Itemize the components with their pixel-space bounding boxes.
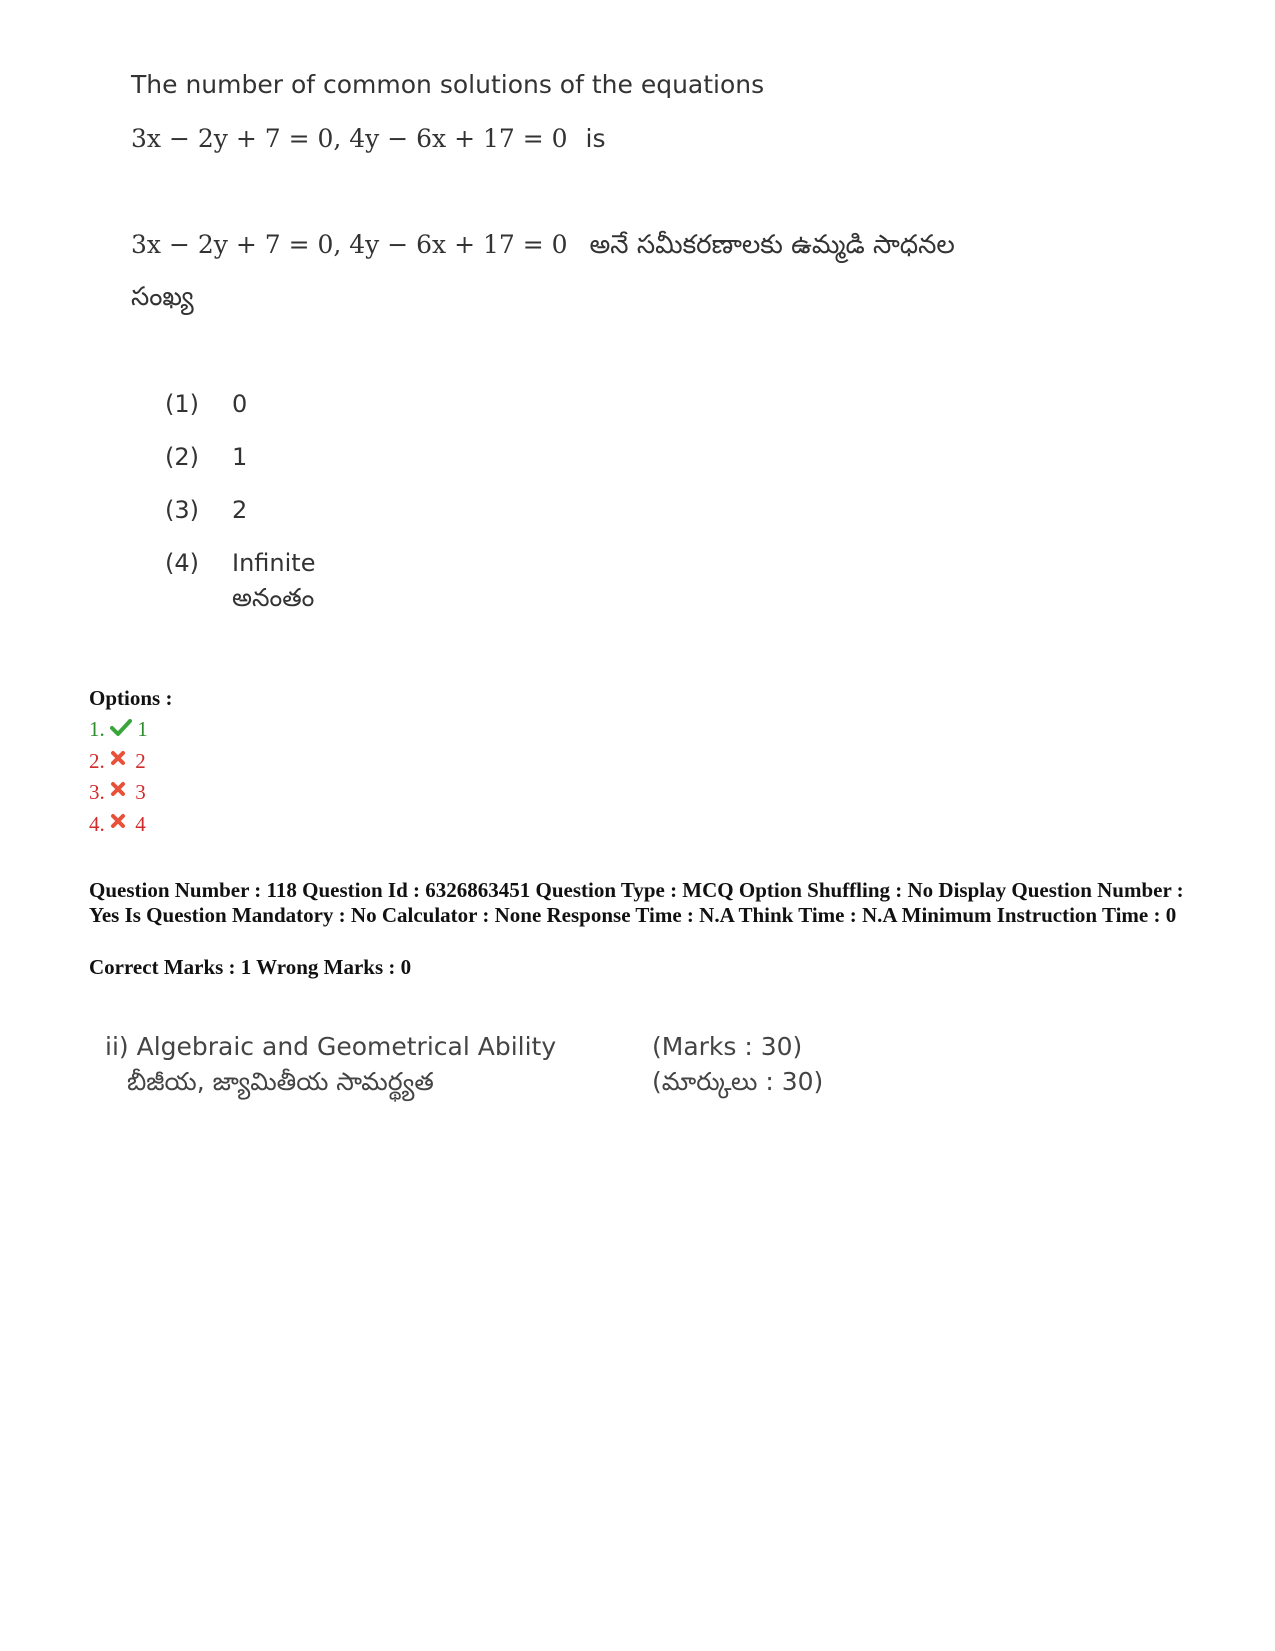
section-title-en: ii) Algebraic and Geometrical Ability — [105, 1032, 557, 1061]
choice-text: 2 — [232, 496, 248, 524]
option-value: 1 — [137, 717, 148, 741]
question-marks: Correct Marks : 1 Wrong Marks : 0 — [89, 955, 412, 979]
choice-number: (4) — [165, 549, 199, 577]
choice-text-te: అనంతం — [232, 583, 315, 612]
question-stem-en: The number of common solutions of the equations — [131, 70, 765, 99]
equation-line-te — [131, 230, 955, 266]
option-item-4 — [89, 812, 146, 837]
choice-number: (1) — [165, 390, 199, 418]
option-value: 2 — [135, 749, 146, 773]
option-item-3 — [89, 780, 146, 805]
options-heading: Options : — [89, 686, 173, 710]
equation-suffix: is — [585, 124, 606, 153]
cross-icon — [110, 813, 126, 829]
choice-text: Infinite — [232, 549, 316, 577]
cross-icon — [110, 781, 126, 797]
section-marks-te: (మార్కులు : 30) — [652, 1067, 824, 1096]
option-item-1 — [89, 717, 148, 742]
option-index: 4. — [89, 812, 105, 836]
choice-text: 0 — [232, 390, 248, 418]
check-icon — [110, 719, 132, 737]
cross-icon — [110, 750, 126, 766]
question-stem-te-cont: సంఖ్య — [131, 282, 194, 312]
choice-number: (3) — [165, 496, 199, 524]
option-index: 2. — [89, 749, 105, 773]
option-item-2 — [89, 749, 146, 774]
option-value: 3 — [135, 780, 146, 804]
section-marks-en: (Marks : 30) — [652, 1032, 803, 1061]
section-title-te: బీజీయ, జ్యామితీయ సామర్థ్యత — [127, 1067, 434, 1096]
choice-text: 1 — [232, 443, 248, 471]
equation-text: 3x − 2y + 7 = 0, 4y − 6x + 17 = 0 — [131, 124, 568, 153]
question-meta: Question Number : 118 Question Id : 6326863451 Question Type : MCQ Option Shuffling : No Display Question Number : Yes Is Question Mandatory : No Calculator : None Response Time : N.A Think Time : N.A Minimum Instruction Time : 0 — [89, 878, 1184, 927]
question-stem-te: అనే సమీకరణాలకు ఉమ్మడి సాధనల — [589, 230, 955, 260]
option-index: 3. — [89, 780, 105, 804]
option-index: 1. — [89, 717, 105, 741]
option-value: 4 — [135, 812, 146, 836]
equation-line-en — [131, 124, 605, 153]
choice-number: (2) — [165, 443, 199, 471]
equation-text-te: 3x − 2y + 7 = 0, 4y − 6x + 17 = 0 — [131, 230, 568, 259]
